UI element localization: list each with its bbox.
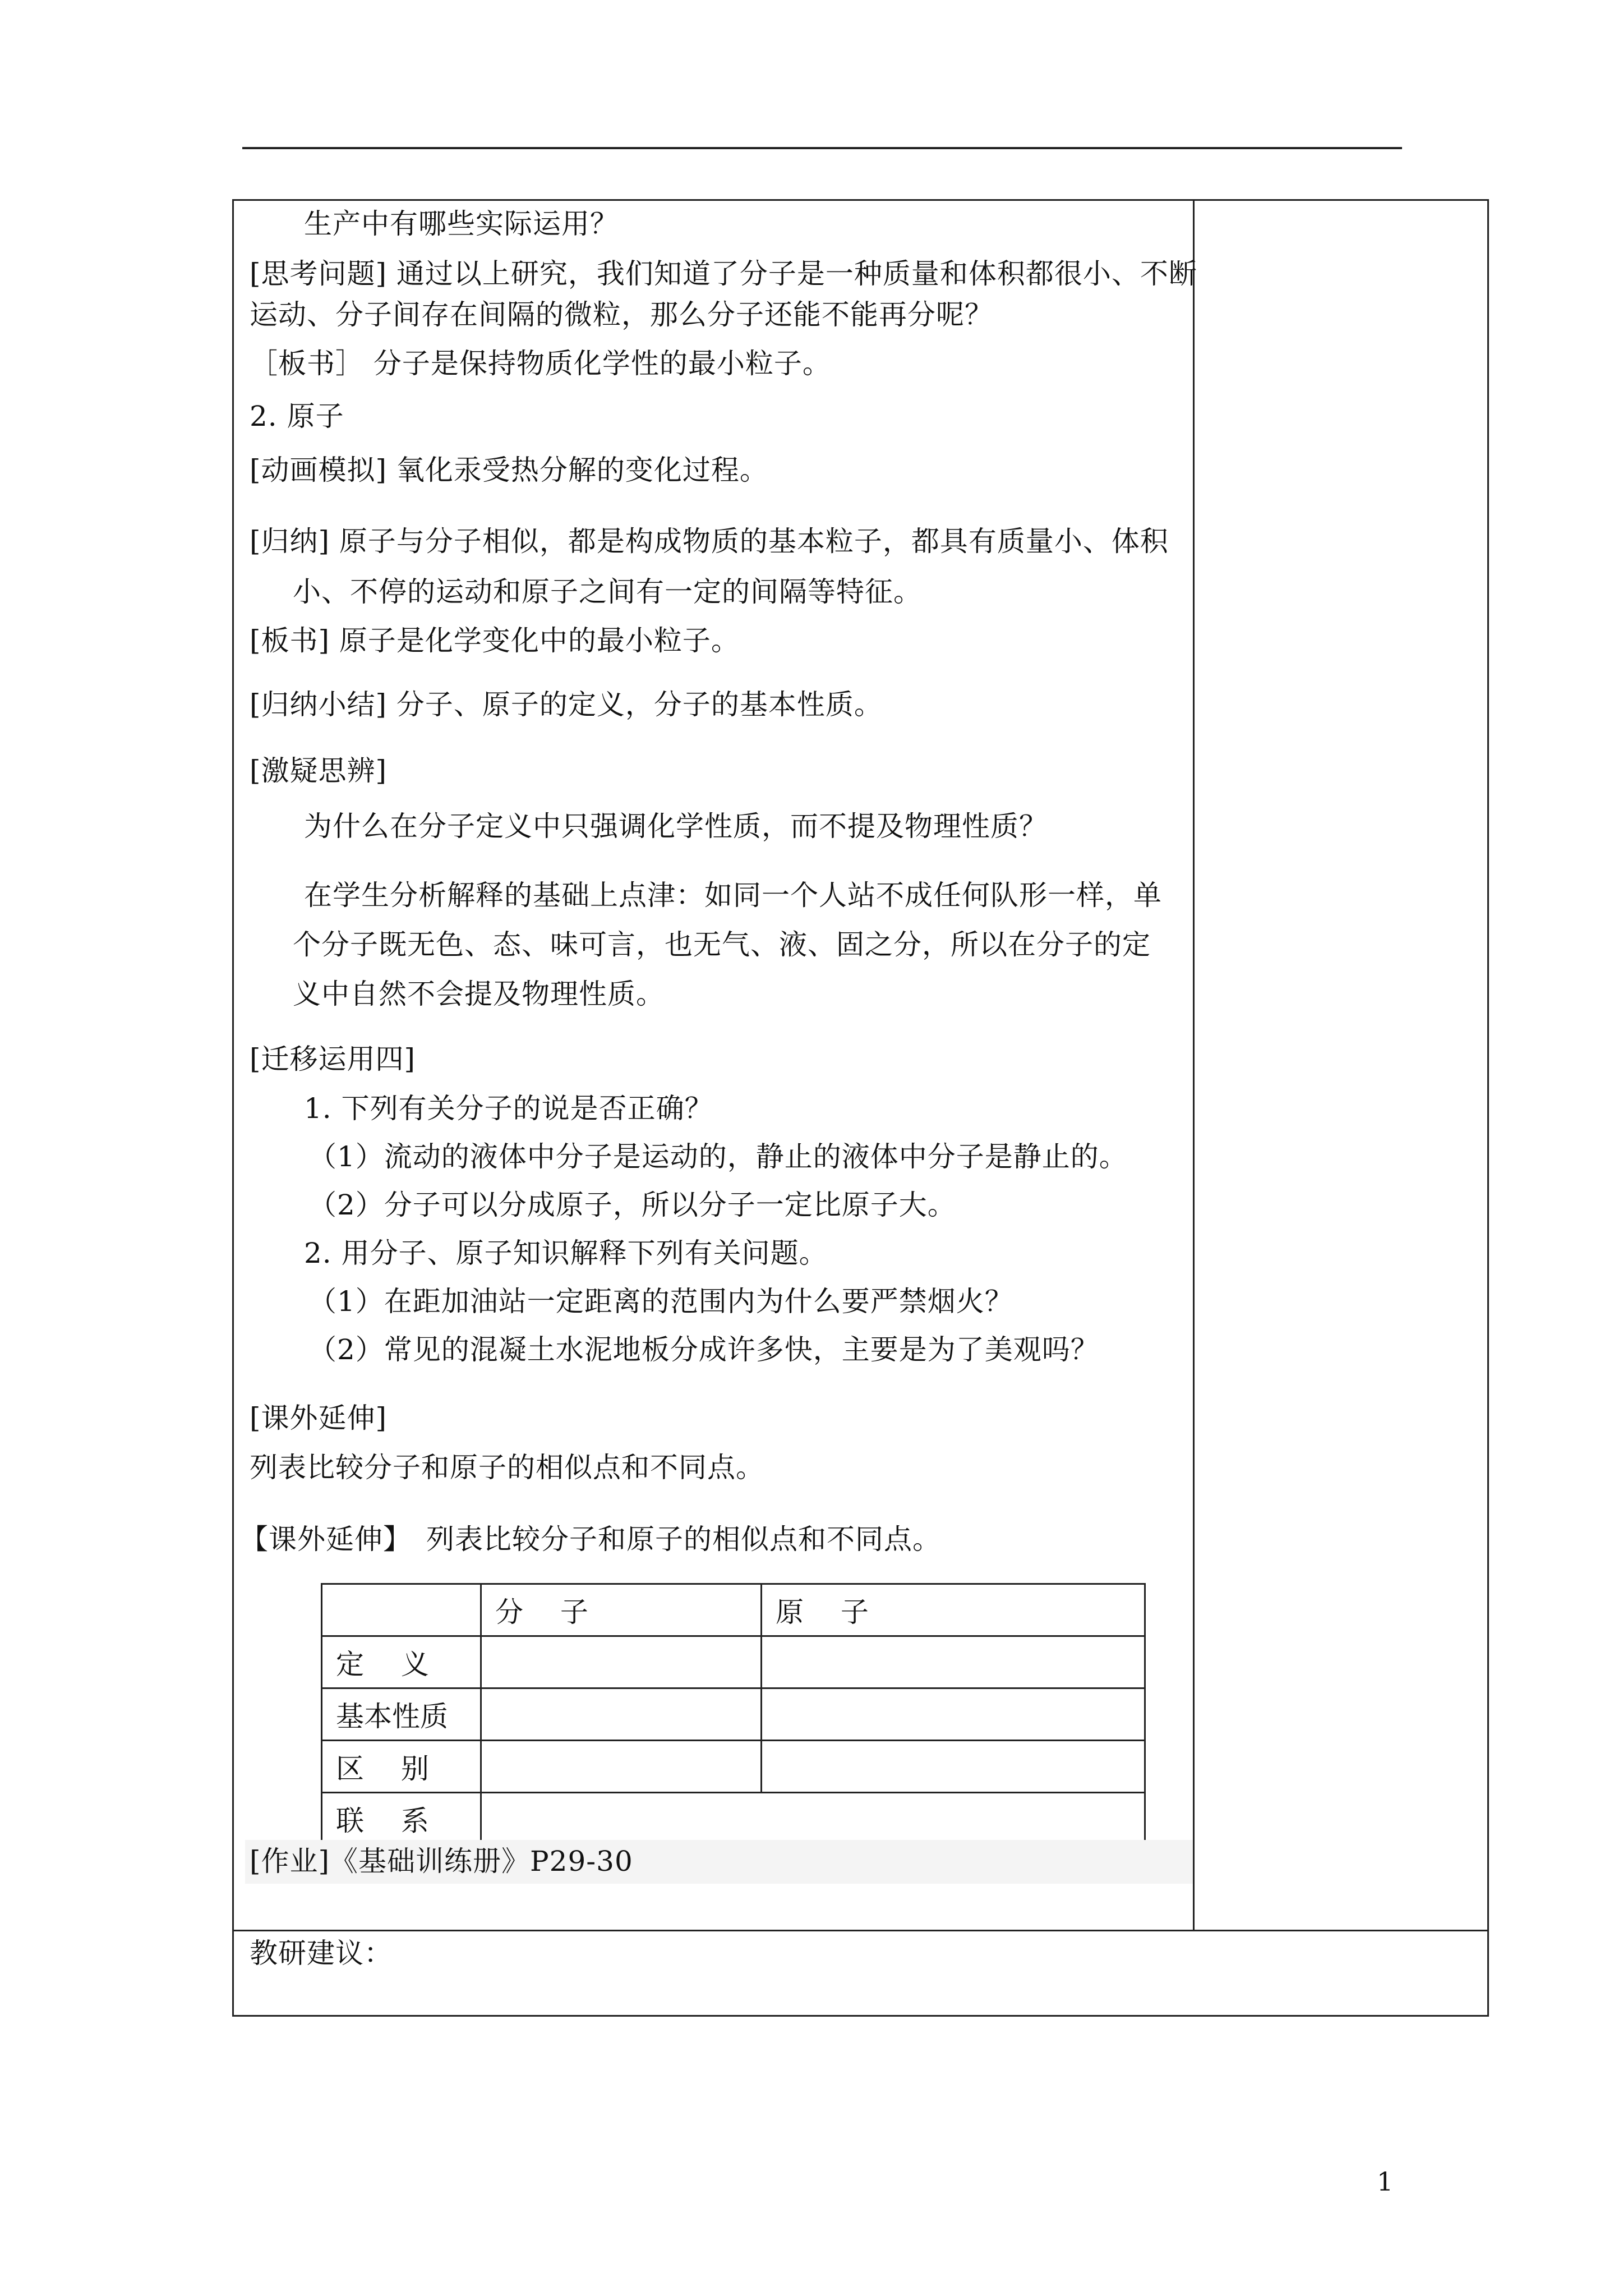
text-line: [动画模拟] 氧化汞受热分解的变化过程。 <box>250 454 768 486</box>
text-line: 【课外延伸】 列表比较分子和原子的相似点和不同点。 <box>240 1523 941 1556</box>
text-line: [归纳] 原子与分子相似，都是构成物质的基本粒子，都具有质量小、体积 <box>250 525 1169 558</box>
table-cell <box>481 1688 762 1741</box>
text-line: （2）分子可以分成原子，所以分子一定比原子大。 <box>308 1189 956 1221</box>
text-line: 生产中有哪些实际运用？ <box>304 208 619 240</box>
text-line: [迁移运用四] <box>250 1043 416 1075</box>
table-row <box>322 1688 1145 1741</box>
table-row <box>322 1636 1145 1688</box>
table-cell <box>762 1636 1145 1688</box>
table-cell <box>322 1584 481 1636</box>
column-divider <box>1193 199 1195 1931</box>
text-line: 1. 下列有关分子的说是否正确？ <box>304 1092 713 1125</box>
text-line: 在学生分析解释的基础上点津：如同一个人站不成任何队形一样，单 <box>304 879 1162 912</box>
comparison-table <box>321 1583 1146 1846</box>
text-line: 个分子既无色、态、味可言，也无气、液、固之分，所以在分子的定 <box>293 928 1151 961</box>
text-line: 2. 原子 <box>250 400 344 432</box>
text-line: [板书] 原子是化学变化中的最小粒子。 <box>250 624 740 657</box>
table-cell: 原 子 <box>762 1584 1145 1636</box>
suggestion-label: 教研建议： <box>250 1937 393 1970</box>
text-line: [归纳小结] 分子、原子的定义，分子的基本性质。 <box>250 688 883 721</box>
text-line: （2）常见的混凝土水泥地板分成许多快，主要是为了美观吗？ <box>308 1333 1099 1366</box>
text-line: [激疑思辨] <box>250 754 388 787</box>
table-cell: 联 系 <box>322 1793 481 1845</box>
table-row <box>322 1741 1145 1793</box>
table-cell <box>481 1741 762 1793</box>
table-cell: 区 别 <box>322 1741 481 1793</box>
row-divider <box>232 1930 1489 1931</box>
page-number: 1 <box>1377 2166 1394 2197</box>
table-cell: 定 义 <box>322 1636 481 1688</box>
table-cell <box>481 1636 762 1688</box>
text-line: 运动、分子间存在间隔的微粒，那么分子还能不能再分呢？ <box>250 298 993 331</box>
header-rule <box>242 147 1402 149</box>
table-header-row <box>322 1584 1145 1636</box>
table-cell: 分 子 <box>481 1584 762 1636</box>
text-line: ［板书］ 分子是保持物质化学性的最小粒子。 <box>250 347 831 380</box>
table-cell: 基本性质 <box>322 1688 481 1741</box>
table-row <box>322 1793 1145 1845</box>
text-line: 2. 用分子、原子知识解释下列有关问题。 <box>304 1237 828 1269</box>
text-line: 列表比较分子和原子的相似点和不同点。 <box>250 1451 764 1484</box>
text-line: 为什么在分子定义中只强调化学性质，而不提及物理性质？ <box>304 810 1048 843</box>
table-cell <box>481 1793 1145 1845</box>
table-cell <box>762 1688 1145 1741</box>
text-line: （1）在距加油站一定距离的范围内为什么要严禁烟火？ <box>308 1285 1013 1318</box>
table-cell <box>762 1741 1145 1793</box>
homework-line: [作业]《基础训练册》P29-30 <box>250 1845 633 1878</box>
text-line: 义中自然不会提及物理性质。 <box>293 978 665 1010</box>
text-line: [课外延伸] <box>250 1402 388 1434</box>
text-line: [思考问题] 通过以上研究，我们知道了分子是一种质量和体积都很小、不断 <box>250 257 1197 290</box>
text-line: （1）流动的液体中分子是运动的，静止的液体中分子是静止的。 <box>308 1140 1128 1173</box>
text-line: 小、不停的运动和原子之间有一定的间隔等特征。 <box>293 576 922 608</box>
